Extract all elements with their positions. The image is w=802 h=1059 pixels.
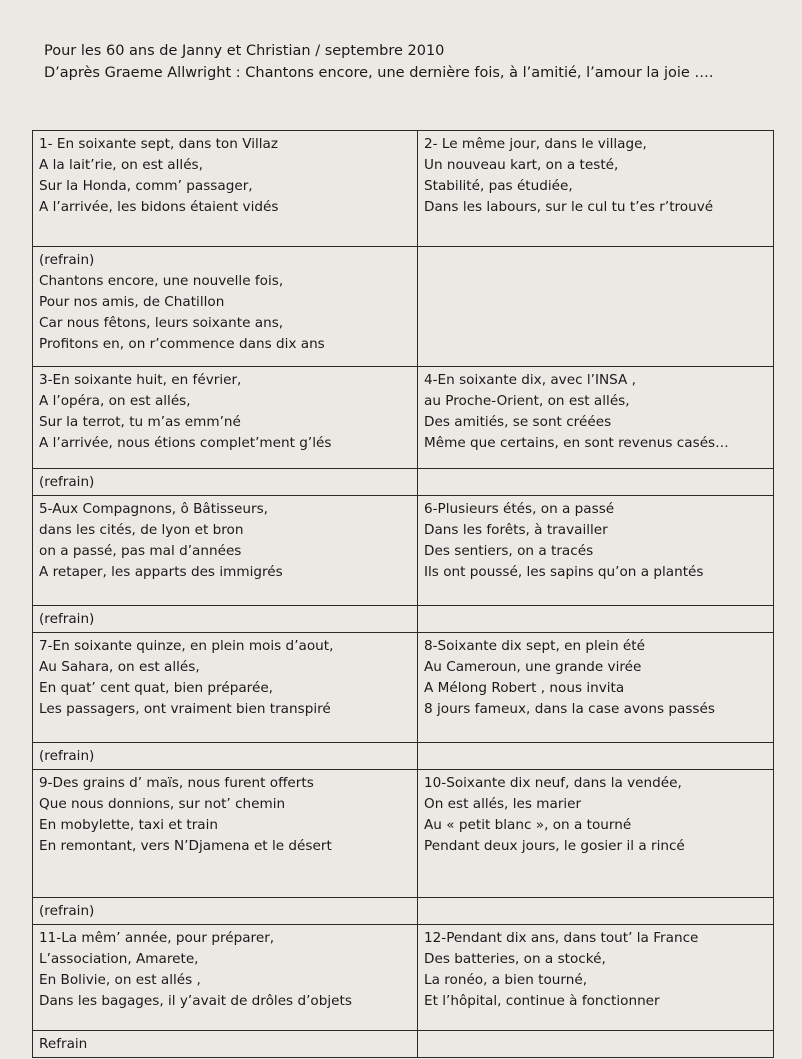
verse-line: Au « petit blanc », on a tourné (424, 817, 632, 833)
verse-line: A l’opéra, on est allés, (39, 393, 191, 409)
verse-line: 8 jours fameux, dans la case avons passés (424, 701, 715, 717)
verse-line: 8-Soixante dix sept, en plein été (424, 638, 645, 654)
verse-cell-left (33, 770, 418, 898)
verse-cell-right (418, 633, 774, 743)
verse-line: on a passé, pas mal d’années (39, 543, 242, 559)
verse-line: A l’arrivée, nous étions complet’ment g’lés (39, 435, 332, 451)
verse-line: Des sentiers, on a tracés (424, 543, 594, 559)
verse-row (33, 898, 774, 925)
verse-line: On est allés, les marier (424, 796, 582, 812)
verse-cell-right (418, 898, 774, 925)
verse-cell-left (33, 743, 418, 770)
verse-line: A la lait’rie, on est allés, (39, 157, 203, 173)
verse-line: Sur la Honda, comm’ passager, (39, 178, 253, 194)
verse-line: (refrain) (39, 748, 95, 764)
verse-cell-left (33, 247, 418, 367)
verse-line: En remontant, vers N’Djamena et le désert (39, 838, 332, 854)
verse-cell-right (418, 131, 774, 247)
verse-line: En Bolivie, on est allés , (39, 972, 201, 988)
verse-row (33, 743, 774, 770)
verse-line: Des batteries, on a stocké, (424, 951, 606, 967)
verse-line: Stabilité, pas étudiée, (424, 178, 573, 194)
verse-cell-right (418, 496, 774, 606)
verse-line: A Mélong Robert , nous invita (424, 680, 625, 696)
verse-line: A l’arrivée, les bidons étaient vidés (39, 199, 279, 215)
verse-cell-left (33, 898, 418, 925)
verse-cell-right (418, 247, 774, 367)
header-line-1: Pour les 60 ans de Janny et Christian / septembre 2010 (44, 43, 445, 59)
verse-line: Au Sahara, on est allés, (39, 659, 200, 675)
verse-line: Car nous fêtons, leurs soixante ans, (39, 315, 284, 331)
verse-row (33, 1031, 774, 1058)
verse-line: Même que certains, en sont revenus casés… (424, 435, 729, 451)
verse-line: (refrain) (39, 903, 95, 919)
verse-line: 1- En soixante sept, dans ton Villaz (39, 136, 278, 152)
verse-row (33, 770, 774, 898)
verse-line: Profitons en, on r’commence dans dix ans (39, 336, 325, 352)
verse-row (33, 925, 774, 1031)
verse-line: 3-En soixante huit, en février, (39, 372, 242, 388)
verse-line: En quat’ cent quat, bien préparée, (39, 680, 274, 696)
verse-cell-left (33, 367, 418, 469)
verse-line: 12-Pendant dix ans, dans tout’ la France (424, 930, 699, 946)
verse-cell-right (418, 770, 774, 898)
verse-row (33, 469, 774, 496)
verse-line: Dans les forêts, à travailler (424, 522, 608, 538)
verse-line: 9-Des grains d’ maïs, nous furent offerts (39, 775, 314, 791)
verse-cell-right (418, 606, 774, 633)
verse-line: Sur la terrot, tu m’as emm’né (39, 414, 241, 430)
verse-line: Dans les labours, sur le cul tu t’es r’trouvé (424, 199, 714, 215)
verse-line: 6-Plusieurs étés, on a passé (424, 501, 615, 517)
verse-line: (refrain) (39, 611, 95, 627)
verse-line: En mobylette, taxi et train (39, 817, 219, 833)
verse-line: au Proche-Orient, on est allés, (424, 393, 630, 409)
verse-line: 11-La mêm’ année, pour préparer, (39, 930, 275, 946)
verse-line: 10-Soixante dix neuf, dans la vendée, (424, 775, 682, 791)
verse-line: 7-En soixante quinze, en plein mois d’aout, (39, 638, 334, 654)
verse-row (33, 247, 774, 367)
verse-line: Un nouveau kart, on a testé, (424, 157, 619, 173)
header-line-2: D’après Graeme Allwright : Chantons encore, une dernière fois, à l’amitié, l’amour la joie …. (44, 65, 714, 81)
verse-line: (refrain) (39, 474, 95, 490)
verse-cell-left (33, 131, 418, 247)
verse-cell-left (33, 633, 418, 743)
verse-row (33, 496, 774, 606)
verse-line: Que nous donnions, sur not’ chemin (39, 796, 286, 812)
document-header (44, 40, 714, 84)
verse-line: Les passagers, ont vraiment bien transpiré (39, 701, 331, 717)
verse-line: Ils ont poussé, les sapins qu’on a plantés (424, 564, 704, 580)
verse-line: (refrain) (39, 252, 95, 268)
verse-cell-right (418, 743, 774, 770)
verse-line: La ronéo, a bien tourné, (424, 972, 588, 988)
verse-row (33, 367, 774, 469)
verse-row (33, 633, 774, 743)
verse-line: L’association, Amarete, (39, 951, 199, 967)
verse-cell-right (418, 469, 774, 496)
verse-cell-right (418, 1031, 774, 1058)
verse-line: Et l’hôpital, continue à fonctionner (424, 993, 660, 1009)
verse-cell-right (418, 925, 774, 1031)
verse-cell-right (418, 367, 774, 469)
verse-line: Chantons encore, une nouvelle fois, (39, 273, 284, 289)
verse-cell-left (33, 469, 418, 496)
verse-line: A retaper, les apparts des immigrés (39, 564, 283, 580)
verse-cell-left (33, 925, 418, 1031)
verse-line: Refrain (39, 1036, 88, 1052)
verse-line: 4-En soixante dix, avec l’INSA , (424, 372, 636, 388)
song-table (32, 130, 774, 1058)
verse-cell-left (33, 496, 418, 606)
verse-line: Des amitiés, se sont créées (424, 414, 612, 430)
verse-line: dans les cités, de lyon et bron (39, 522, 244, 538)
verse-line: 5-Aux Compagnons, ô Bâtisseurs, (39, 501, 268, 517)
verse-line: 2- Le même jour, dans le village, (424, 136, 647, 152)
verse-line: Pendant deux jours, le gosier il a rincé (424, 838, 685, 854)
verse-row (33, 606, 774, 633)
verse-cell-left (33, 606, 418, 633)
verse-line: Pour nos amis, de Chatillon (39, 294, 225, 310)
verse-cell-left (33, 1031, 418, 1058)
verse-line: Au Cameroun, une grande virée (424, 659, 642, 675)
verse-line: Dans les bagages, il y’avait de drôles d’objets (39, 993, 352, 1009)
verse-row (33, 131, 774, 247)
